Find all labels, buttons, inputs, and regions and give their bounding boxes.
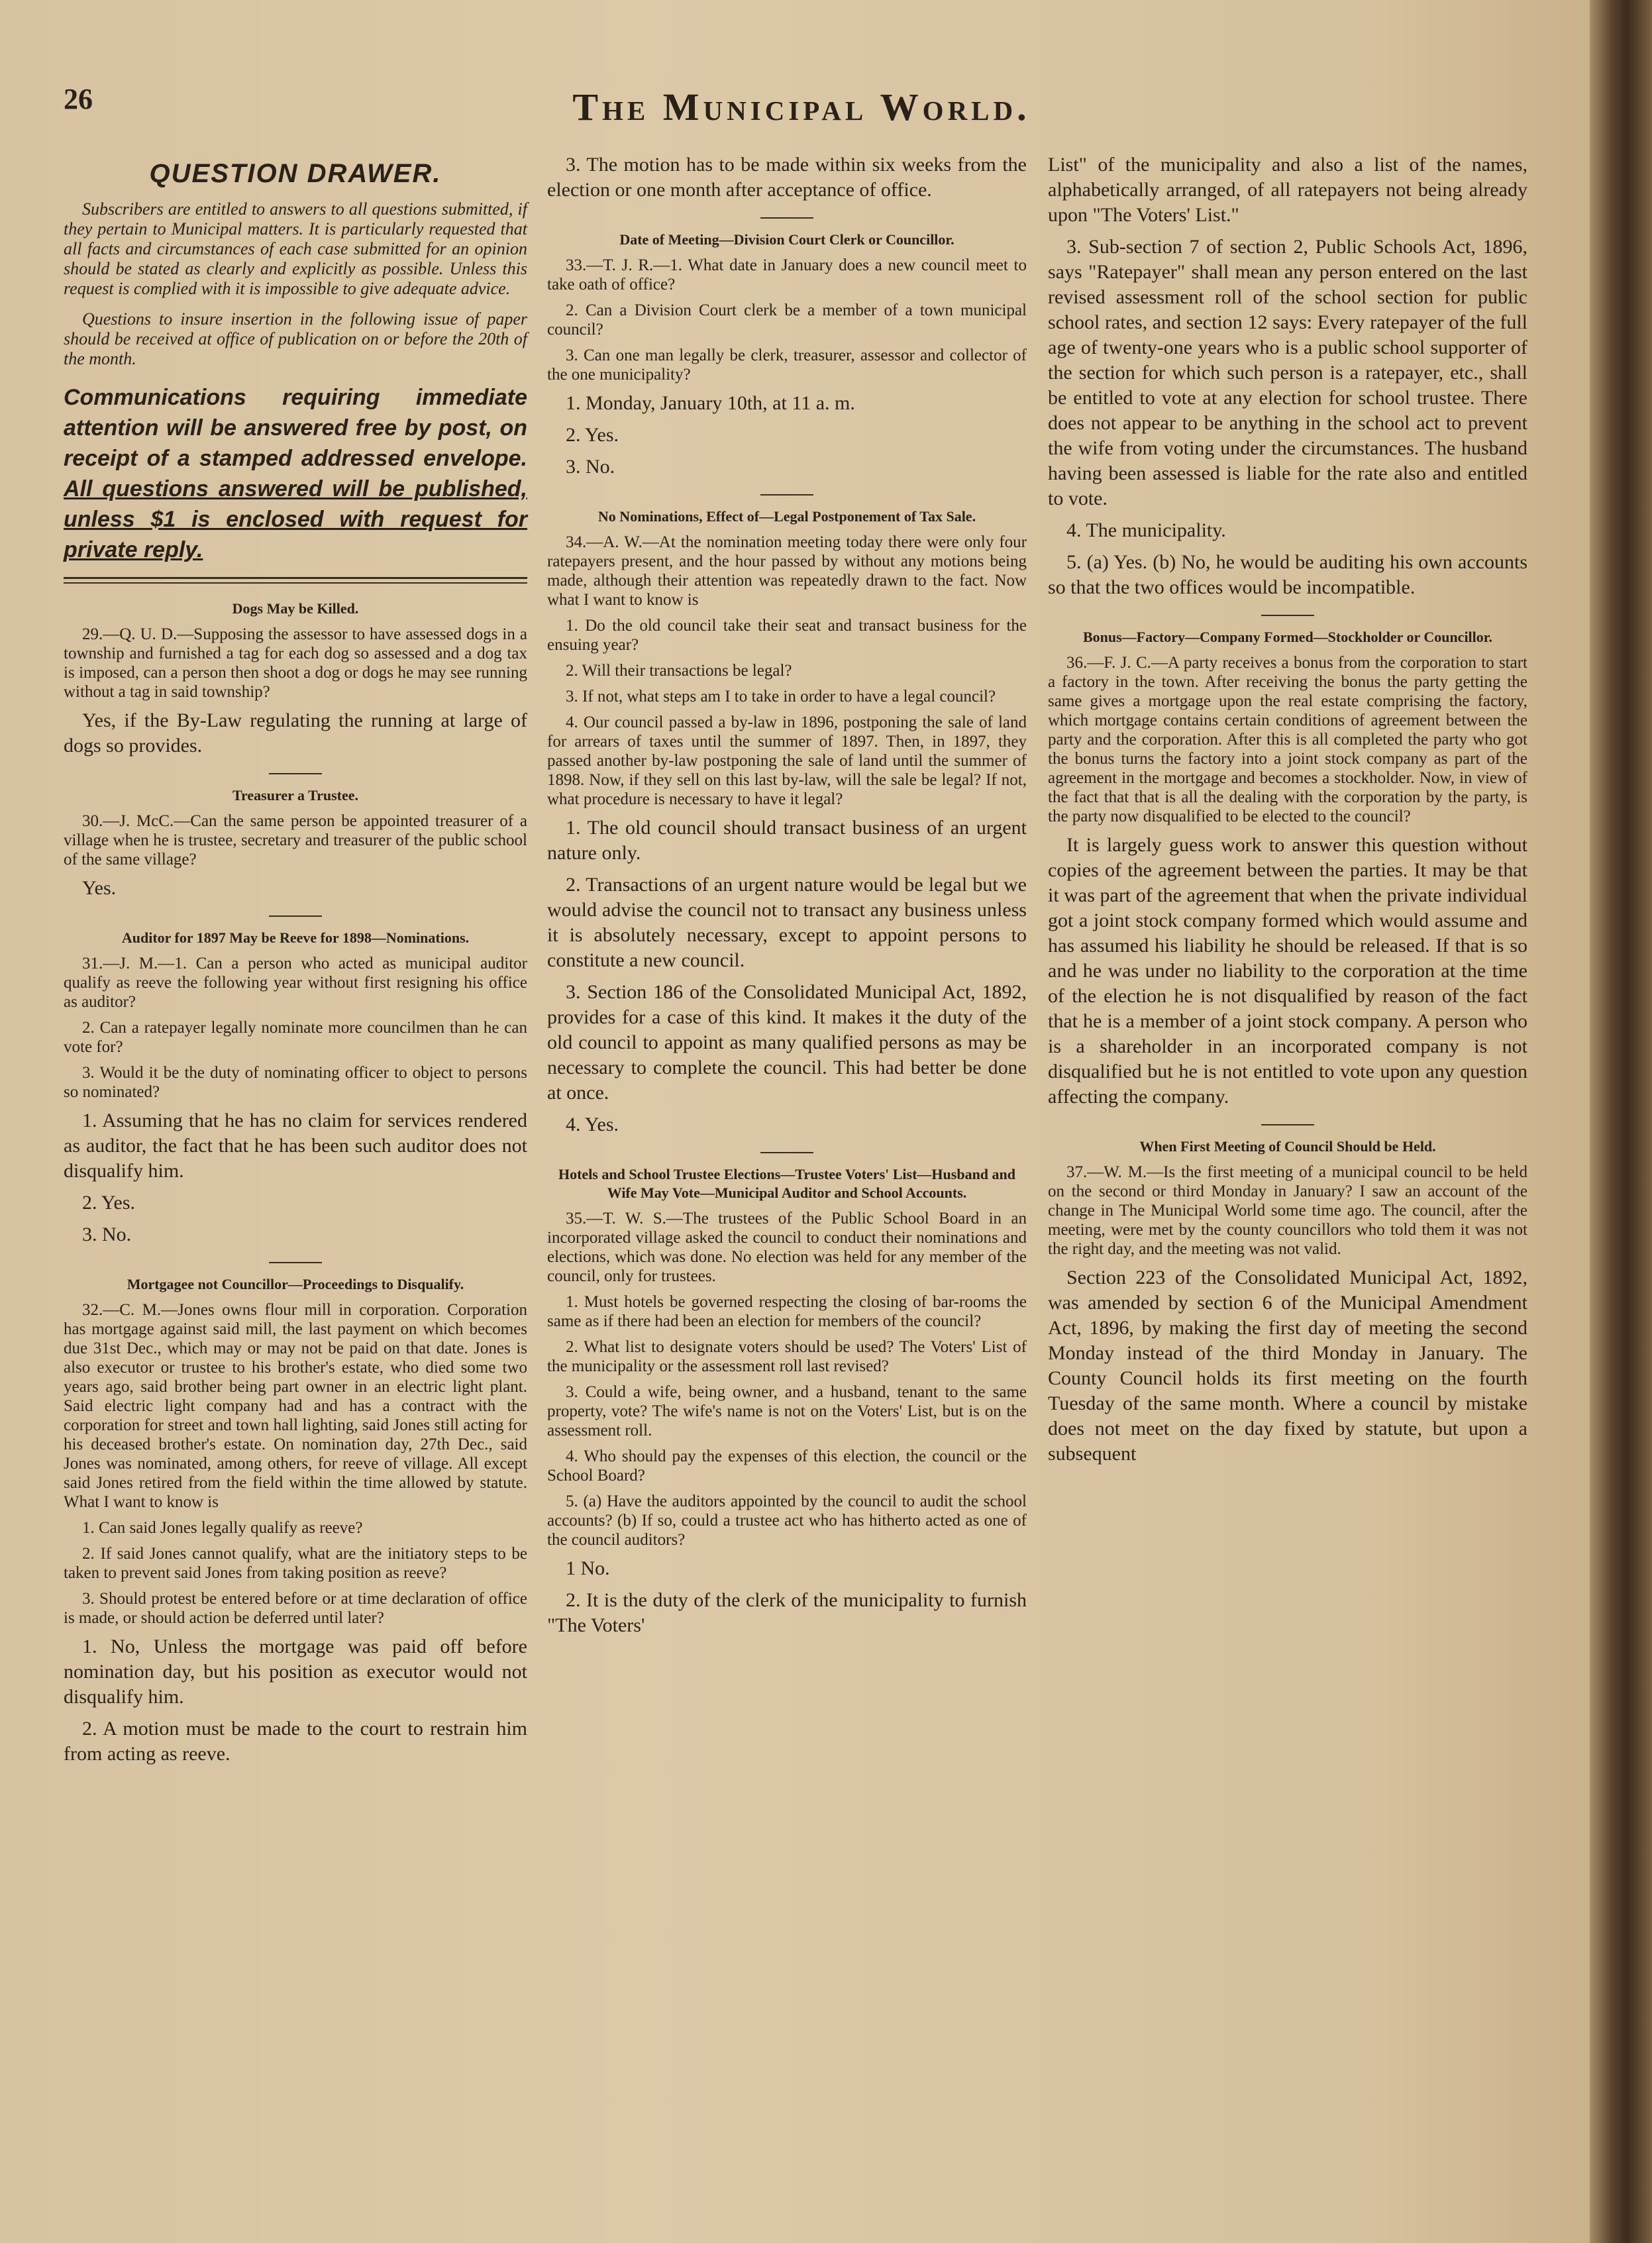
q32-heading: Mortgagee not Councillor—Proceedings to Disqualify. xyxy=(127,1276,464,1292)
q35-question: 35.—T. W. S.—The trustees of the Public School Board in an incorporated village asked the council to conduct their nominations and elections, which was done. No election was held for any member of the council, only for trustees. xyxy=(547,1210,1027,1285)
q34-answer-4: 4. Yes. xyxy=(566,1114,619,1135)
q30-heading: Treasurer a Trustee. xyxy=(232,787,359,804)
q36-question: 36.—F. J. C.—A party receives a bonus from the corporation to start a factory in the town. After receiving the bonus the party getting the same gives a mortgage upon the real estate comprising the factory, which mortgage contains certain conditions of agreement between the party and the corporation. After this is all completed the party who got the bonus turns the factory into a joint stock company as part of the agreement in the mortgage and becomes a stockholder. Now, in view of the fact that that is all the dealing with the corporation by the party, is the party now disqualified to be elected to the council? xyxy=(1048,654,1527,825)
q36-answer: It is largely guess work to answer this question without copies of the agreement between the parties. It may be that it was part of the agreement that when the private individual got a joint stock company formed which would assume and has assumed his liability he should be released. If that is so and he was under no liability to the corporation at the time of the election he is not disqualified by reason of the fact that he is a member of a joint stock company. A person who is a shareholder in an incorporated company is not disqualified but he is not entitled to vote upon any question affecting the company. xyxy=(1048,834,1527,1108)
double-rule xyxy=(64,577,527,584)
column-1 xyxy=(64,152,527,1773)
q35-question-1: 1. Must hotels be governed respecting the closing of bar-rooms the same as if there had been an election for members of the council? xyxy=(547,1293,1027,1330)
q32-answer-1: 1. No, Unless the mortgage was paid off before nomination day, but his position as executor would not disqualify him. xyxy=(64,1636,527,1708)
q31-question-3: 3. Would it be the duty of nominating officer to object to persons so nominated? xyxy=(64,1064,527,1101)
column-3 xyxy=(1048,152,1527,1473)
q30-answer: Yes. xyxy=(82,877,117,899)
divider xyxy=(269,1262,322,1263)
q34-question-1: 1. Do the old council take their seat and transact business for the ensuing year? xyxy=(547,617,1027,654)
q34-question-4: 4. Our council passed a by-law in 1896, postponing the sale of land for arrears of taxes until the summer of 1897. Then, in 1897, they passed another by-law postponing the sale of land until the summer of 1898. Now, if they sell on this last by-law, will the sale be legal? If not, what procedure is necessary to have it legal? xyxy=(547,713,1027,808)
q35-heading: Hotels and School Trustee Elections—Trustee Voters' List—Husband and Wife May Vote—Municipal Auditor and School Accounts. xyxy=(558,1166,1016,1201)
q35-answer-2: 2. It is the duty of the clerk of the municipality to furnish "The Voters' xyxy=(547,1589,1027,1636)
section-title: QUESTION DRAWER. xyxy=(149,159,442,188)
notice-part-a: Communications requiring immediate attention will be answered free by post, on receipt of a stamped addressed envelope. xyxy=(64,385,527,471)
q34-answer-3: 3. Section 186 of the Consolidated Municipal Act, 1892, provides for a case of this kind. It makes it the duty of the old council to appoint as many qualified persons as may be necessary to complete the council. This had better be done at once. xyxy=(547,981,1027,1104)
q32-answer-2: 2. A motion must be made to the court to restrain him from acting as reeve. xyxy=(64,1718,527,1765)
q35-answer-3: 3. Sub-section 7 of section 2, Public Schools Act, 1896, says "Ratepayer" shall mean any person entered on the last revised assessment roll of the school section for public school rates, and section 12 says: Every ratepayer of the full age of twenty-one years who is a public school supporter of the section for which such person is a ratepayer, etc., shall be entitled to vote at any election for school trustee. There does not appear to be anything in the school act to prevent the wife from voting under the circumstances. The husband having been assessed is liable for the rate also and entitled to vote. xyxy=(1048,236,1527,509)
q31-answer-1: 1. Assuming that he has no claim for services rendered as auditor, the fact that he has been such auditor does not disqualify him. xyxy=(64,1110,527,1182)
divider xyxy=(760,494,813,496)
q34-question-3: 3. If not, what steps am I to take in order to have a legal council? xyxy=(566,688,996,705)
q35-question-3: 3. Could a wife, being owner, and a husband, tenant to the same property, vote? The wife's name is not on the Voters' List, but is on the assessment roll. xyxy=(547,1383,1027,1439)
q32-question-2: 2. If said Jones cannot qualify, what are the initiatory steps to be taken to prevent said Jones from taking position as reeve? xyxy=(64,1545,527,1582)
q32-question-3: 3. Should protest be entered before or at time declaration of office is made, or should action be deferred until later? xyxy=(64,1590,527,1627)
divider xyxy=(1261,1124,1314,1125)
q34-question-2: 2. Will their transactions be legal? xyxy=(566,662,792,680)
divider xyxy=(269,773,322,774)
q35-question-5: 5. (a) Have the auditors appointed by the council to audit the school accounts? (b) If so, could a trustee act who has hitherto acted as one of the council auditors? xyxy=(547,1492,1027,1549)
q35-answer-5: 5. (a) Yes. (b) No, he would be auditing his own accounts so that the two offices would be incompatible. xyxy=(1048,551,1527,598)
deadline-note: Questions to insure insertion in the following issue of paper should be received at office of publication on or before the 20th of the month. xyxy=(64,309,527,368)
q34-answer-2: 2. Transactions of an urgent nature would be legal but we would advise the council not to transact any business unless it is absolutely necessary, except to appoint persons to constitute a new council. xyxy=(547,874,1027,971)
q31-answer-2: 2. Yes. xyxy=(82,1192,136,1214)
communications-notice xyxy=(64,382,527,565)
divider xyxy=(269,915,322,917)
q31-question-1: 31.—J. M.—1. Can a person who acted as municipal auditor qualify as reeve the following year without first resigning his office as auditor? xyxy=(64,955,527,1011)
q31-heading: Auditor for 1897 May be Reeve for 1898—Nominations. xyxy=(121,929,470,946)
q37-answer: Section 223 of the Consolidated Municipal Act, 1892, was amended by section 6 of the Municipal Amendment Act, 1896, by making the first day of meeting the second Monday instead of the third Monday in January. The County Council holds its first meeting on the fourth Tuesday of the same month. Where a council by mistake does not meet on the day fixed by statute, but upon a subsequent xyxy=(1048,1267,1527,1465)
q33-answer-2: 2. Yes. xyxy=(566,424,619,446)
page-number: 26 xyxy=(64,83,93,115)
q33-question-3: 3. Can one man legally be clerk, treasurer, assessor and collector of the one municipality? xyxy=(547,346,1027,384)
q33-heading: Date of Meeting—Division Court Clerk or Councillor. xyxy=(619,231,955,248)
column-2 xyxy=(547,152,1027,1645)
q32-question-1: 1. Can said Jones legally qualify as reeve? xyxy=(82,1519,363,1537)
divider xyxy=(760,217,813,219)
q32-question: 32.—C. M.—Jones owns flour mill in corporation. Corporation has mortgage against said mill, the last payment on which becomes due 31st Dec., which may or may not be paid on that date. Jones is also executor or trustee to his brother's estate, who died some two years ago, said brother being part owner in an electric light plant. Said electric light company had and has a contract with the corporation for street and town hall lighting, said Jones still acting for his deceased brother's estate. On nomination day, 27th Dec., said Jones was nominated, among others, for reeve of village. All except said Jones retired from the field within the time allowed by statute. What I want to know is xyxy=(64,1301,527,1511)
q33-question-2: 2. Can a Division Court clerk be a member of a town municipal council? xyxy=(547,301,1027,339)
q34-question: 34.—A. W.—At the nomination meeting today there were only four ratepayers present, and the hour passed by without any motions being made, although their attention was repeatedly drawn to the fact. Now what I want to know is xyxy=(547,533,1027,609)
divider xyxy=(760,1152,813,1153)
q37-heading: When First Meeting of Council Should be Held. xyxy=(1139,1138,1436,1155)
subscriber-note: Subscribers are entitled to answers to all questions submitted, if they pertain to Municipal matters. It is particularly requested that all facts and circumstances of each case submitted for an opinion should be stated as clearly and explicitly as possible. Unless this request is complied with it is impossible to give adequate advice. xyxy=(64,199,527,298)
q37-question: 37.—W. M.—Is the first meeting of a municipal council to be held on the second or third Monday in January? I saw an account of the change in The Municipal World some time ago. The council, after the meeting, were met by the county councillors who told them it was not the right day, and the meeting was not valid. xyxy=(1048,1163,1527,1258)
q34-answer-1: 1. The old council should transact business of an urgent nature only. xyxy=(547,817,1027,864)
q35-answer-1: 1 No. xyxy=(566,1557,610,1579)
q36-heading: Bonus—Factory—Company Formed—Stockholder or Councillor. xyxy=(1082,629,1493,645)
q35-question-4: 4. Who should pay the expenses of this election, the council or the School Board? xyxy=(547,1447,1027,1485)
q33-answer-1: 1. Monday, January 10th, at 11 a. m. xyxy=(566,392,855,414)
q35-answer-2-continued: List" of the municipality and also a list of the names, alphabetically arranged, of all ratepayers not being already upon "The Voters' List." xyxy=(1048,154,1527,226)
divider xyxy=(1261,615,1314,616)
q35-question-2: 2. What list to designate voters should be used? The Voters' List of the municipality or the assessment roll last revised? xyxy=(547,1338,1027,1375)
masthead-title: The Municipal World. xyxy=(572,85,1031,129)
q31-answer-3: 3. No. xyxy=(82,1224,132,1245)
q35-answer-4: 4. The municipality. xyxy=(1066,519,1226,541)
q34-heading: No Nominations, Effect of—Legal Postponement of Tax Sale. xyxy=(597,508,976,525)
q29-answer: Yes, if the By-Law regulating the running at large of dogs so provides. xyxy=(64,709,527,756)
book-gutter xyxy=(1590,0,1652,2243)
q33-question-1: 33.—T. J. R.—1. What date in January does a new council meet to take oath of office? xyxy=(547,256,1027,293)
q29-heading: Dogs May be Killed. xyxy=(232,600,359,617)
q31-question-2: 2. Can a ratepayer legally nominate more councilmen than he can vote for? xyxy=(64,1019,527,1056)
q33-answer-3: 3. No. xyxy=(566,456,615,478)
q29-question: 29.—Q. U. D.—Supposing the assessor to have assessed dogs in a township and furnished a tag for each dog so assessed and a dog tax is imposed, can a person then shoot a dog or dogs he may see running without a tag in said township? xyxy=(64,625,527,701)
notice-part-b: All questions answered will be published, unless $1 is enclosed with request for private reply. xyxy=(64,476,527,562)
q30-question: 30.—J. McC.—Can the same person be appointed treasurer of a village when he is trustee, secretary and treasurer of the public school of the same village? xyxy=(64,812,527,868)
q32-answer-3: 3. The motion has to be made within six weeks from the election or one month after acceptance of office. xyxy=(547,154,1027,201)
